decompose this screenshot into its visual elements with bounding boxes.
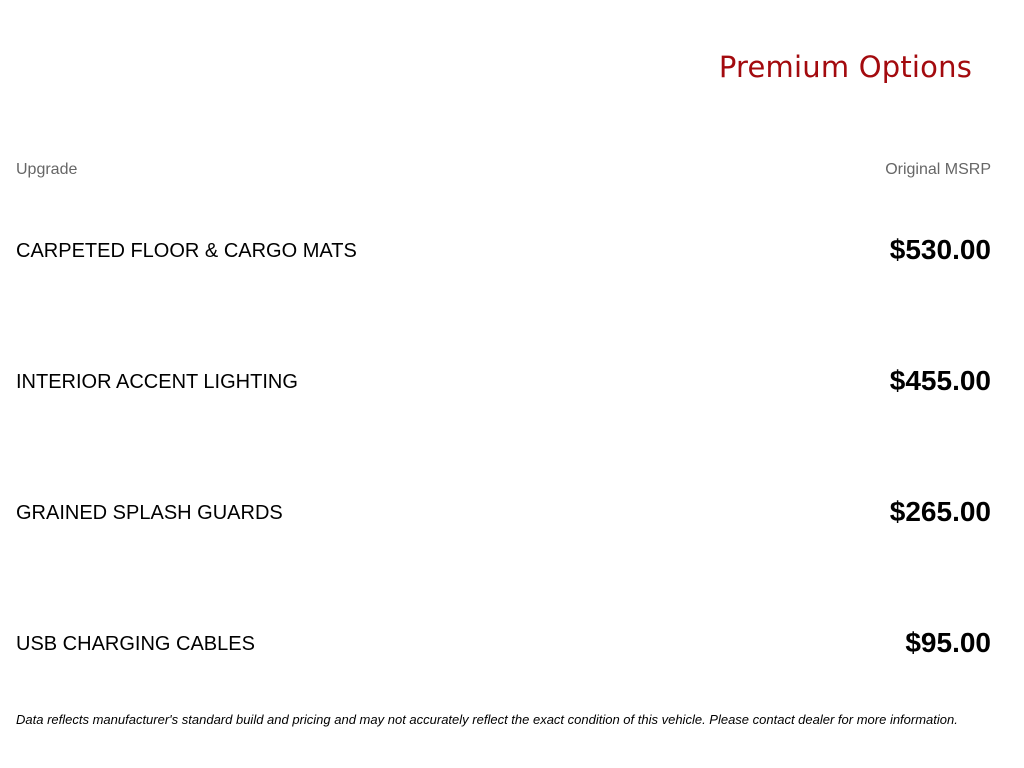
option-name: INTERIOR ACCENT LIGHTING	[16, 371, 298, 393]
option-row	[16, 230, 991, 270]
column-header-upgrade: Upgrade	[16, 161, 78, 178]
option-name: CARPETED FLOOR & CARGO MATS	[16, 240, 357, 262]
option-row	[16, 623, 991, 663]
option-price: $530.00	[889, 234, 991, 265]
option-row	[16, 492, 991, 532]
option-price: $455.00	[889, 365, 991, 396]
option-price: $95.00	[905, 627, 991, 658]
option-price: $265.00	[889, 496, 991, 527]
disclaimer-text: Data reflects manufacturer's standard build and pricing and may not accurately reflect the exact condition of this vehicle. Please contact dealer for more information.	[16, 712, 958, 727]
column-header-msrp: Original MSRP	[885, 161, 991, 178]
option-name: USB CHARGING CABLES	[16, 633, 255, 655]
page-title: Premium Options	[718, 50, 972, 84]
option-name: GRAINED SPLASH GUARDS	[16, 502, 283, 524]
option-row	[16, 361, 991, 401]
